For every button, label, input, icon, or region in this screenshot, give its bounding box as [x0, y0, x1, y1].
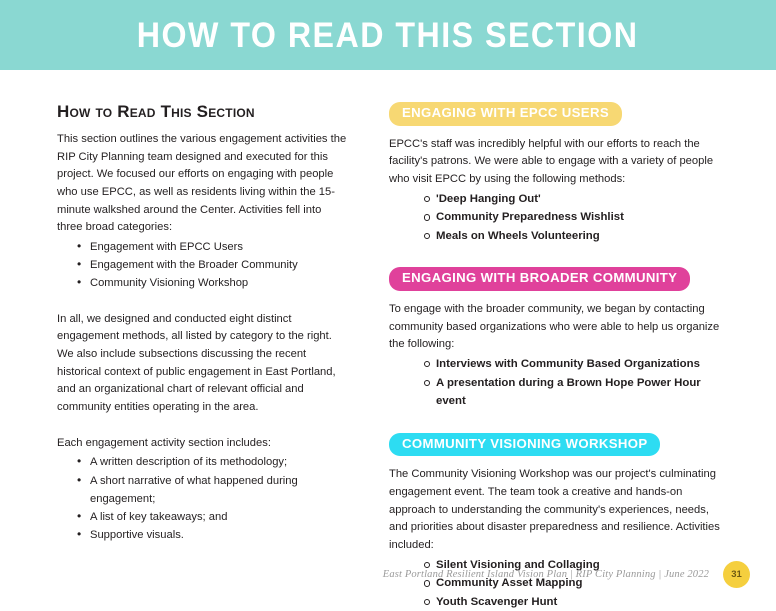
engagement-section-broader-community [389, 267, 722, 410]
list-item: A presentation during a Brown Hope Power Hour event [423, 374, 722, 411]
list-item: • Engagement with EPCC Users [77, 238, 347, 256]
page-header-banner [0, 0, 776, 70]
right-column [389, 102, 722, 611]
list-item: Community Asset Mapping [423, 574, 722, 592]
list-item: • A list of key takeaways; and [77, 508, 347, 526]
page-number-badge: 31 [723, 561, 750, 588]
list-item: • Engagement with the Broader Community [77, 256, 347, 274]
left-column [57, 102, 347, 544]
list-item: Silent Visioning and Collaging [423, 556, 722, 574]
list-item: 'Deep Hanging Out' [423, 190, 722, 208]
page-title: HOW TO READ THIS SECTION [137, 18, 639, 53]
section-paragraph: EPCC's staff was incredibly helpful with our efforts to reach the facility's patrons. We were able to engage with a variety of people who visit EPCC by using the following methods: [389, 136, 722, 189]
spacer [57, 417, 347, 435]
section-paragraph: The Community Visioning Workshop was our project's culminating engagement event. The team took a creative and hands-on approach to understanding the community's experiences, needs, and priorities about disaster preparedness and resilience. Activities included: [389, 466, 722, 554]
page-body [0, 70, 776, 611]
list-item: • Supportive visuals. [77, 526, 347, 544]
list-item: Meals on Wheels Volunteering [423, 227, 722, 245]
section-heading: How to Read This Section [57, 102, 347, 122]
methods-list-broader-community [389, 355, 722, 410]
list-item: Community Preparedness Wishlist [423, 208, 722, 226]
section-includes-list [57, 453, 347, 544]
status-badge-epcc-users: ENGAGING WITH EPCC USERS [389, 102, 622, 126]
status-badge-visioning-workshop: COMMUNITY VISIONING WORKSHOP [389, 433, 660, 457]
page-footer [0, 548, 776, 600]
spacer [57, 293, 347, 311]
list-item: • A written description of its methodology; [77, 453, 347, 471]
list-item: • A short narrative of what happened during engagement; [77, 472, 347, 508]
methods-list-epcc-users [389, 190, 722, 245]
status-badge-broader-community: ENGAGING WITH BROADER COMMUNITY [389, 267, 690, 291]
section-paragraph: To engage with the broader community, we began by contacting community based organizations who were able to help us organize the following: [389, 301, 722, 354]
intro-paragraph: This section outlines the various engagement activities the RIP City Planning team designed and executed for this project. We focused our efforts on engaging with people who use EPCC, as well as residents living within the 15-minute walkshed around the Center. Activities fell into three broad categories: [57, 131, 347, 237]
list-item: Interviews with Community Based Organizations [423, 355, 722, 373]
engagement-categories-list [57, 238, 347, 292]
list-item: • Community Visioning Workshop [77, 274, 347, 292]
engagement-section-epcc-users [389, 102, 722, 245]
footer-credit: East Portland Resilient Island Vision Plan | RIP City Planning | June 2022 [383, 569, 709, 580]
list-item: Youth Scavenger Hunt [423, 593, 722, 611]
includes-lead-in: Each engagement activity section includes: [57, 435, 347, 453]
methods-paragraph: In all, we designed and conducted eight distinct engagement methods, all listed by category to the right. We also include subsections discussing the recent historical context of public engagement in East Portland, and an organizational chart of relevant official and community entities operating in the area. [57, 311, 347, 417]
